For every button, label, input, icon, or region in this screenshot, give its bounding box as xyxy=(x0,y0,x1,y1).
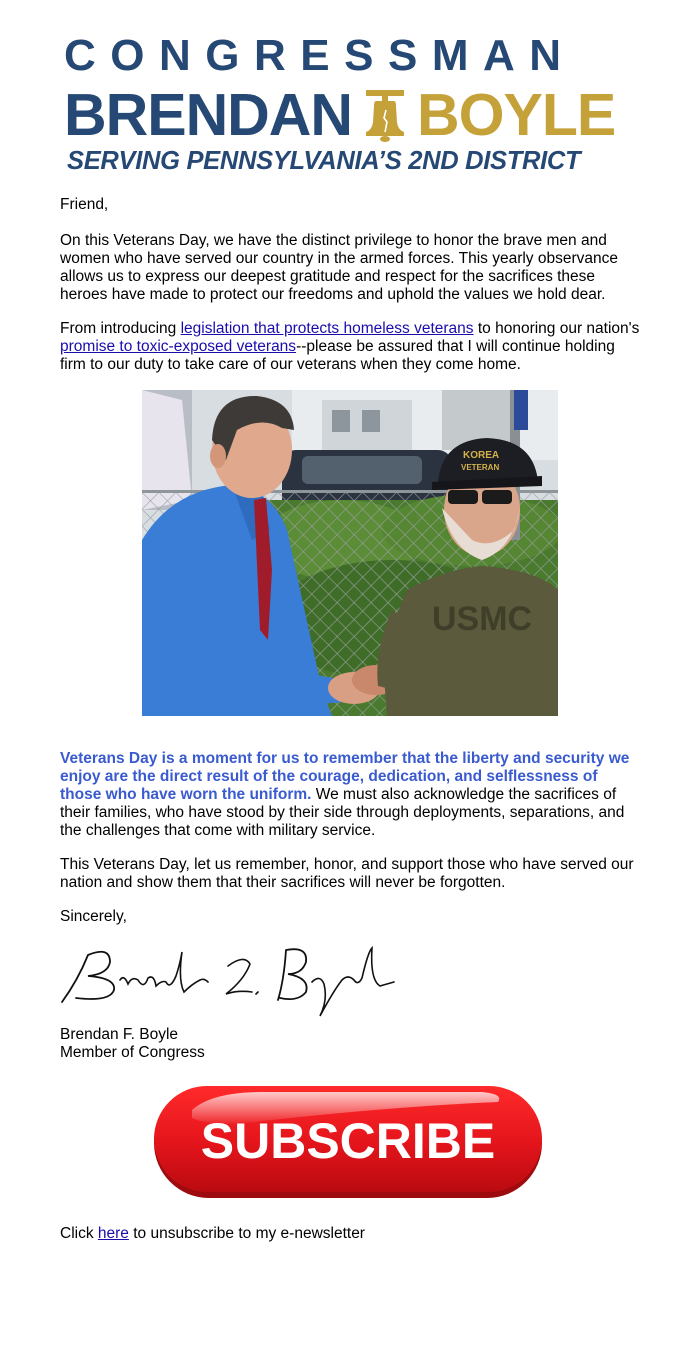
paragraph-3-text xyxy=(60,750,640,840)
signer-block xyxy=(60,1026,640,1062)
closing xyxy=(60,908,640,926)
unsubscribe-before: Click xyxy=(60,1225,98,1242)
unsubscribe-link[interactable]: here xyxy=(97,1225,129,1242)
paragraph-4 xyxy=(60,856,640,892)
paragraph-2-before: From introducing xyxy=(60,320,181,337)
unsubscribe-text xyxy=(60,1225,640,1243)
handwritten-signature xyxy=(58,940,398,1020)
logo-name-row xyxy=(64,82,639,148)
paragraph-2-middle: to honoring our nation's xyxy=(473,320,640,337)
logo-tagline: SERVING PENNSYLVANIA’S 2ND DISTRICT xyxy=(67,147,581,175)
paragraph-4-text: This Veterans Day, let us remember, honor, and support those who have served our nation and show them that their sacrifices will never be forgotten. xyxy=(60,856,634,891)
liberty-bell-icon xyxy=(362,88,408,142)
cap-veteran-text: VETERAN xyxy=(461,463,500,472)
homeless-veterans-legislation-link[interactable]: legislation that protects homeless veterans xyxy=(180,320,474,337)
subscribe-button-graphic xyxy=(152,1084,544,1200)
unsubscribe-after: to unsubscribe to my e-newsletter xyxy=(128,1225,365,1242)
signer-title: Member of Congress xyxy=(60,1044,205,1061)
subscribe-button[interactable] xyxy=(152,1084,544,1200)
paragraph-3-rest: We must also acknowledge the sacrifices of their families, who have stood by their side through deployments, separations, and the challenges that come with military service. xyxy=(60,786,625,839)
logo-congressman-text: CONGRESSMAN xyxy=(64,31,576,80)
paragraph-2-text xyxy=(60,320,640,374)
subscribe-label: SUBSCRIBE xyxy=(200,1113,496,1169)
cap-korea-text: KOREA xyxy=(463,450,500,461)
newsletter-header-logo xyxy=(0,0,700,180)
paragraph-3 xyxy=(60,750,640,840)
paragraph-1-text: On this Veterans Day, we have the distinct privilege to honor the brave men and women who have served our country in the armed forces. This yearly observance allows us to express our deepest gratitude and respect for the sacrifices these heroes have made to protect our freedoms and uphold the values we hold dear. xyxy=(60,232,618,303)
toxic-exposed-veterans-link[interactable]: promise to toxic-exposed veterans xyxy=(60,338,297,355)
logo-first-name: BRENDAN xyxy=(64,82,352,148)
signature-illustration xyxy=(58,940,398,1020)
unsubscribe-footer xyxy=(60,1225,640,1243)
logo-last-name: BOYLE xyxy=(417,82,616,148)
photo-illustration xyxy=(142,390,558,716)
paragraph-2 xyxy=(60,320,640,374)
greeting-text: Friend, xyxy=(60,196,109,213)
signer-name: Brendan F. Boyle xyxy=(60,1026,179,1043)
closing-text: Sincerely, xyxy=(60,908,127,925)
paragraph-2-after: --please be assured that I will continue holding firm to our duty to take care of our veterans when they come home. xyxy=(60,338,615,373)
veteran-handshake-photo xyxy=(142,390,558,716)
paragraph-1 xyxy=(60,232,640,304)
greeting xyxy=(60,196,640,214)
paragraph-3-highlight: Veterans Day is a moment for us to remember that the liberty and security we enjoy are the direct result of the courage, dedication, and selflessness of those who have worn the uniform. xyxy=(60,750,630,803)
usmc-shirt-text: USMC xyxy=(432,600,533,638)
